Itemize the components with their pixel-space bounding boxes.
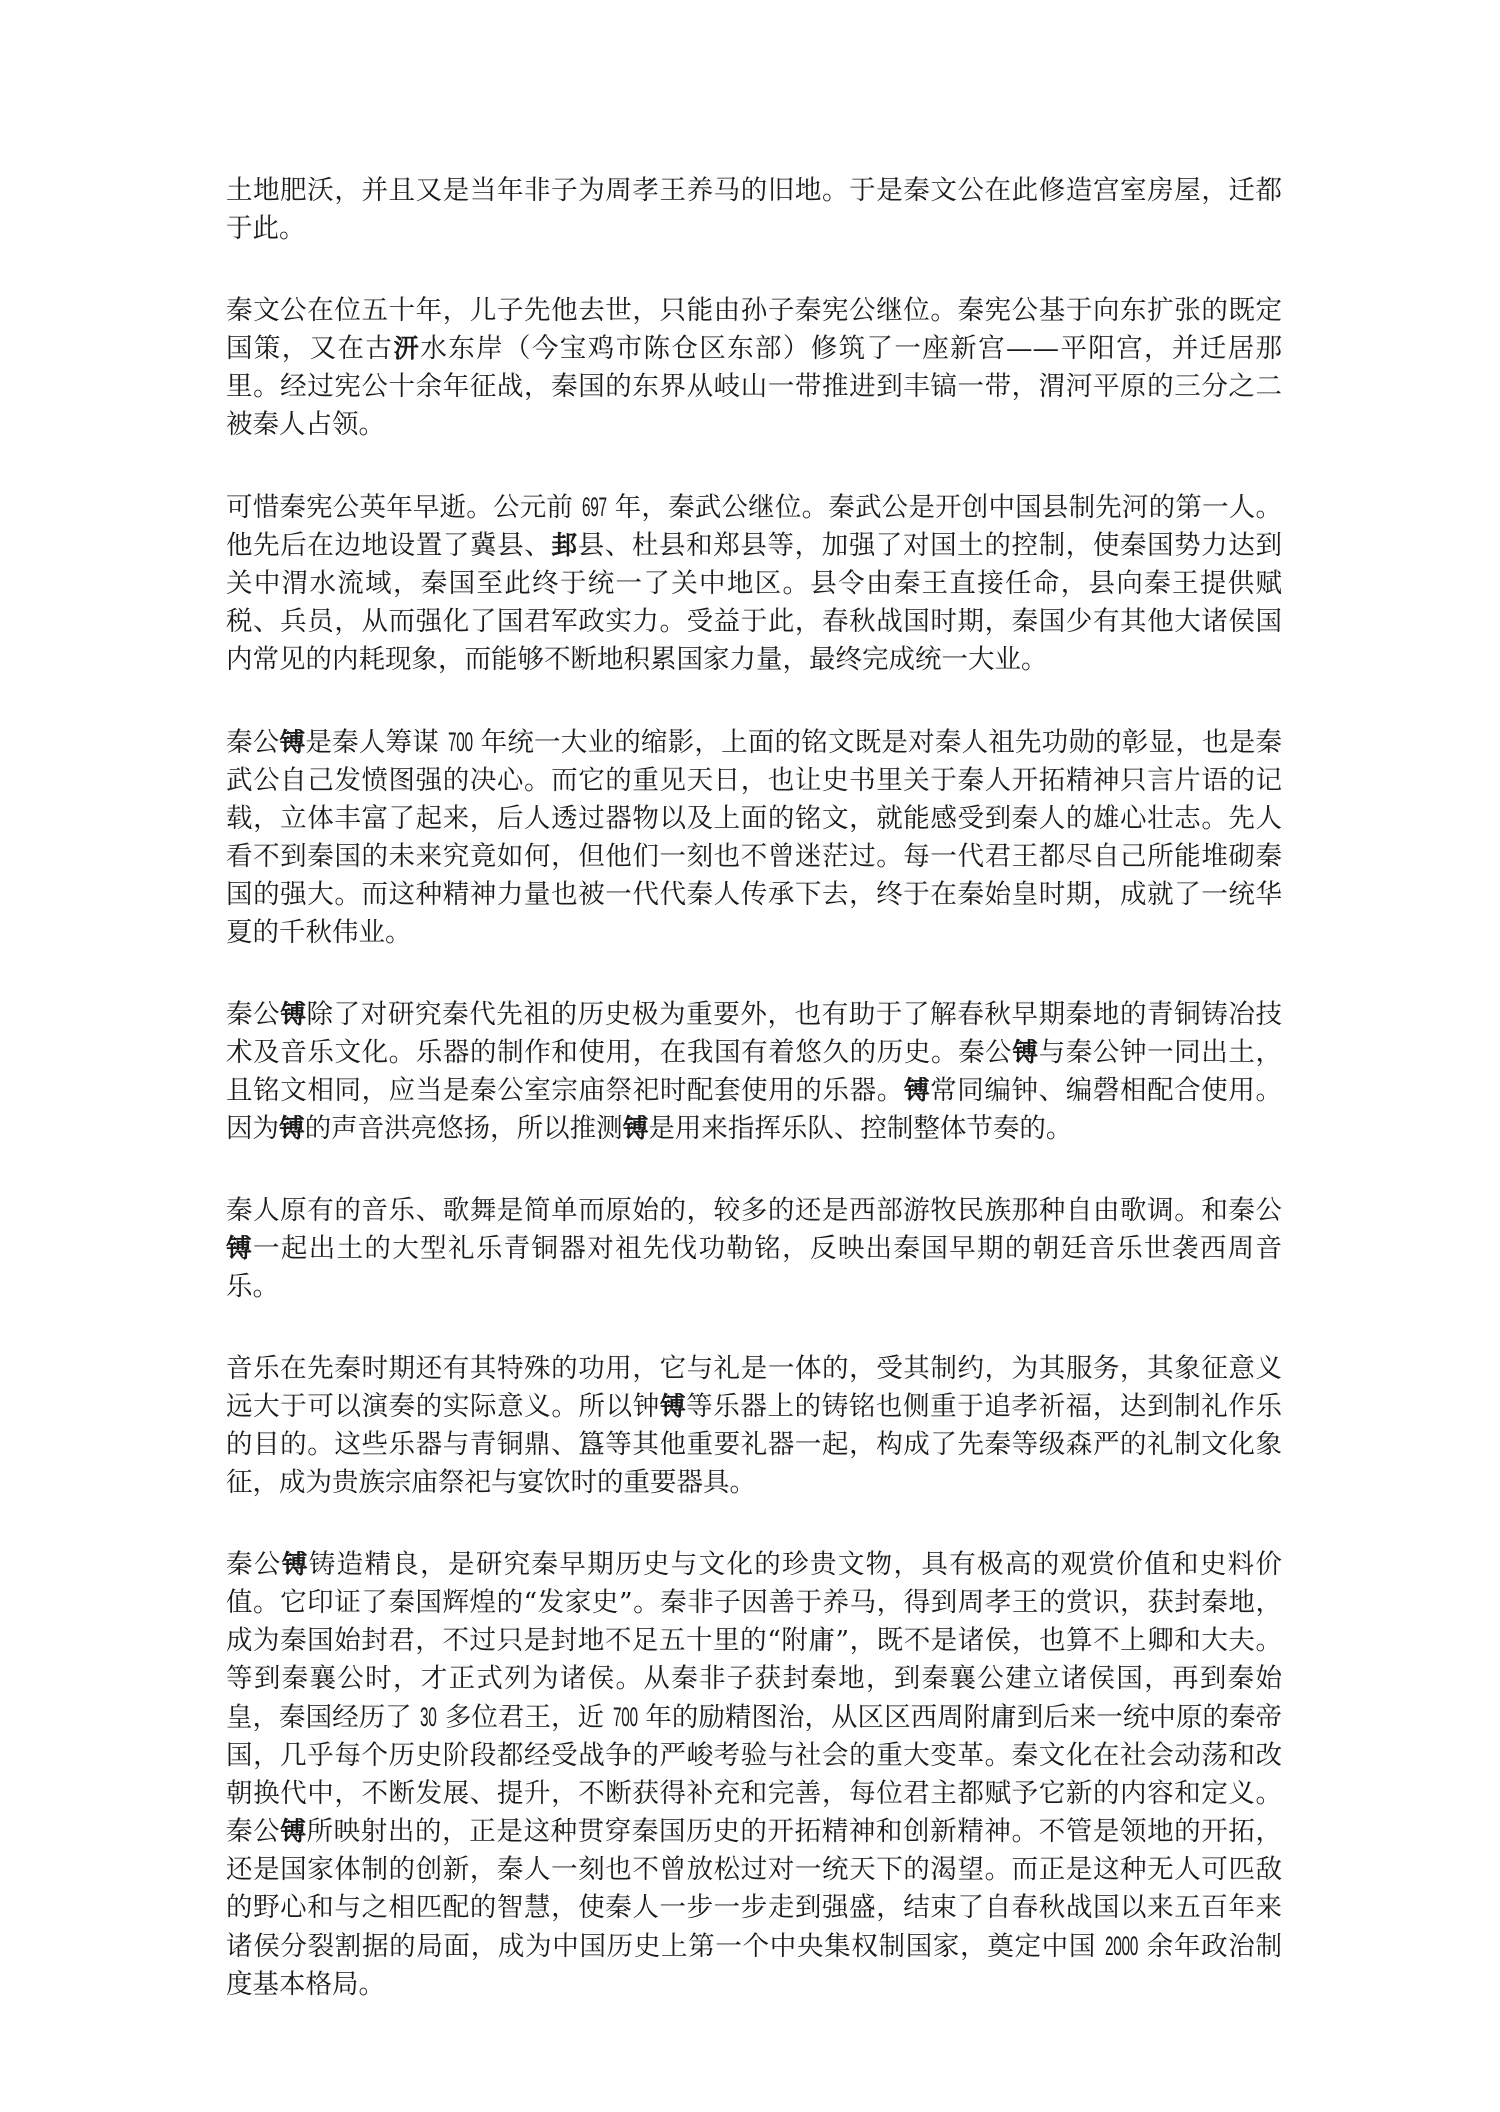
rare-glyph: 汧 <box>393 334 421 364</box>
text-run: 多位君王，近 <box>436 1702 613 1733</box>
text-run: 所映射出的，正是这种贯穿秦国历史的开拓精神和创新精神。不管是领地的开拓，还是国家体制的创新，秦人一刻也不曾放松过对一统天下的渴望。而正是这种无人可匹敌的野心和与之相匹配的智慧，使秦人一步一步走到强盛，结束了自春秋战国以来五百年来诸侯分裂割据的局面，成为中国历史上第一个中央集权制国家，奠定中国 <box>226 1816 1283 1962</box>
text-run: 县、杜县和郑县等，加强了对国土的控制，使秦国势力达到关中渭水流域，秦国至此终于统一了关中地区。县令由秦王直接任命，县向秦王提供赋税、兵员，从而强化了国君军政实力。受益于此，春秋战国时期，秦国少有其他大诸侯国内常见的内耗现象，而能够不断地积累国家力量，最终完成统一大业。 <box>226 530 1283 675</box>
paragraph <box>226 1546 1282 2004</box>
rare-glyph: 镈 <box>279 1114 305 1144</box>
text-run: 年，秦武公继位。秦武公是开创中国县制先河的第一人。他先后在边地设置了冀县、 <box>226 492 1282 561</box>
paragraph <box>226 723 1282 952</box>
text-run: 一起出土的大型礼乐青铜器对祖先伐功勒铭，反映出秦国早期的朝廷音乐世袭西周音乐。 <box>226 1233 1283 1302</box>
paragraph <box>226 292 1282 444</box>
text-run: 水东岸（今宝鸡市陈仓区东部）修筑了一座新宫——平阳宫，并迁居那里。经过宪公十余年征战，秦国的东界从岐山一带推进到丰镐一带，渭河平原的三分之二被秦人占领。 <box>226 333 1283 440</box>
text-run: 除了对研究秦代先祖的历史极为重要外，也有助于了解春秋早期秦地的青铜铸冶技术及音乐文化。乐器的制作和使用，在我国有着悠久的历史。秦公 <box>226 999 1283 1068</box>
paragraph <box>226 488 1282 679</box>
text-run: 等乐器上的铸铭也侧重于追孝祈福，达到制礼作乐的目的。这些乐器与青铜鼎、簋等其他重要礼器一起，构成了先秦等级森严的礼制文化象征，成为贵族宗庙祭祀与宴饮时的重要器具。 <box>226 1391 1283 1498</box>
text-run: 余年政治制度基本格局。 <box>226 1931 1282 2000</box>
text-run: 秦公 <box>226 999 281 1030</box>
numeral: 700 <box>612 1702 638 1732</box>
text-run: 的声音洪亮悠扬，所以推测 <box>304 1113 623 1144</box>
rare-glyph: 镈 <box>280 1817 307 1847</box>
rare-glyph: 镈 <box>279 728 306 758</box>
paragraph <box>226 1350 1282 1502</box>
rare-glyph: 镈 <box>281 1550 309 1580</box>
text-run: 可惜秦宪公英年早逝。公元前 <box>226 492 582 523</box>
paragraph <box>226 996 1282 1148</box>
text-run: 铸造精良，是研究秦早期历史与文化的珍贵文物，具有极高的观赏价值和史料价值。它印证了秦国辉煌的“发家史”。秦非子因善于养马，得到周孝王的赏识，获封秦地，成为秦国始封君，不过只是封地不足五十里的“附庸”，既不是诸侯，也算不上卿和大夫。等到秦襄公时，才正式列为诸侯。从秦非子获封秦地，到秦襄公建立诸侯国，再到秦始皇，秦国经历了 <box>226 1549 1283 1733</box>
text-run: 秦公 <box>226 727 280 758</box>
text-run: 年统一大业的缩影，上面的铭文既是对秦人祖先功勋的彰显，也是秦武公自己发愤图强的决心。而它的重见天日，也让史书里关于秦人开拓精神只言片语的记载，立体丰富了起来，后人透过器物以及上面的铭文，就能感受到秦人的雄心壮志。先人看不到秦国的未来究竟如何，但他们一刻也不曾迷茫过。每一代君王都尽自己所能堆砌秦国的强大。而这种精神力量也被一代代秦人传承下去，终于在秦始皇时期，成就了一统华夏的千秋伟业。 <box>226 727 1283 948</box>
numeral: 30 <box>420 1702 437 1732</box>
numeral: 2000 <box>1105 1931 1139 1961</box>
paragraph <box>226 172 1282 248</box>
text-run: 与秦公钟一同出土，且铭文相同，应当是秦公室宗庙祭祀时配套使用的乐器。 <box>226 1037 1283 1106</box>
numeral: 697 <box>581 492 607 522</box>
numeral: 700 <box>447 727 473 757</box>
text-run: 秦人原有的音乐、歌舞是简单而原始的，较多的还是西部游牧民族那种自由歌调。和秦公 <box>226 1195 1282 1226</box>
text-run: 是秦人筹谋 <box>305 727 448 758</box>
paragraph <box>226 1192 1282 1306</box>
rare-glyph: 镈 <box>226 1234 254 1264</box>
rare-glyph: 镈 <box>659 1392 687 1422</box>
text-run: 土地肥沃，并且又是当年非子为周孝王养马的旧地。于是秦文公在此修造宫室房屋，迁都于此。 <box>226 175 1282 244</box>
rare-glyph: 镈 <box>280 1000 307 1030</box>
text-run: 年的励精图治，从区区西周附庸到后来一统中原的秦帝国，几乎每个历史阶段都经受战争的严峻考验与社会的重大变革。秦文化在社会动荡和改朝换代中，不断发展、提升，不断获得补充和完善，每位君主都赋予它新的内容和定义。秦公 <box>226 1702 1282 1847</box>
text-run: 秦公 <box>226 1549 282 1580</box>
rare-glyph: 镈 <box>903 1076 931 1106</box>
rare-glyph: 邽 <box>551 531 578 561</box>
text-run: 音乐在先秦时期还有其特殊的功用，它与礼是一体的，受其制约，为其服务，其象征意义远大于可以演奏的实际意义。所以钟 <box>226 1353 1282 1422</box>
text-run: 秦文公在位五十年，儿子先他去世，只能由孙子秦宪公继位。秦宪公基于向东扩张的既定国策，又在古 <box>226 295 1282 364</box>
text-run: 常同编钟、编磬相配合使用。因为 <box>226 1075 1283 1144</box>
rare-glyph: 镈 <box>622 1114 649 1144</box>
paragraph-list <box>226 172 1282 2004</box>
text-run: 是用来指挥乐队、控制整体节奏的。 <box>648 1113 1073 1144</box>
rare-glyph: 镈 <box>1012 1038 1039 1068</box>
